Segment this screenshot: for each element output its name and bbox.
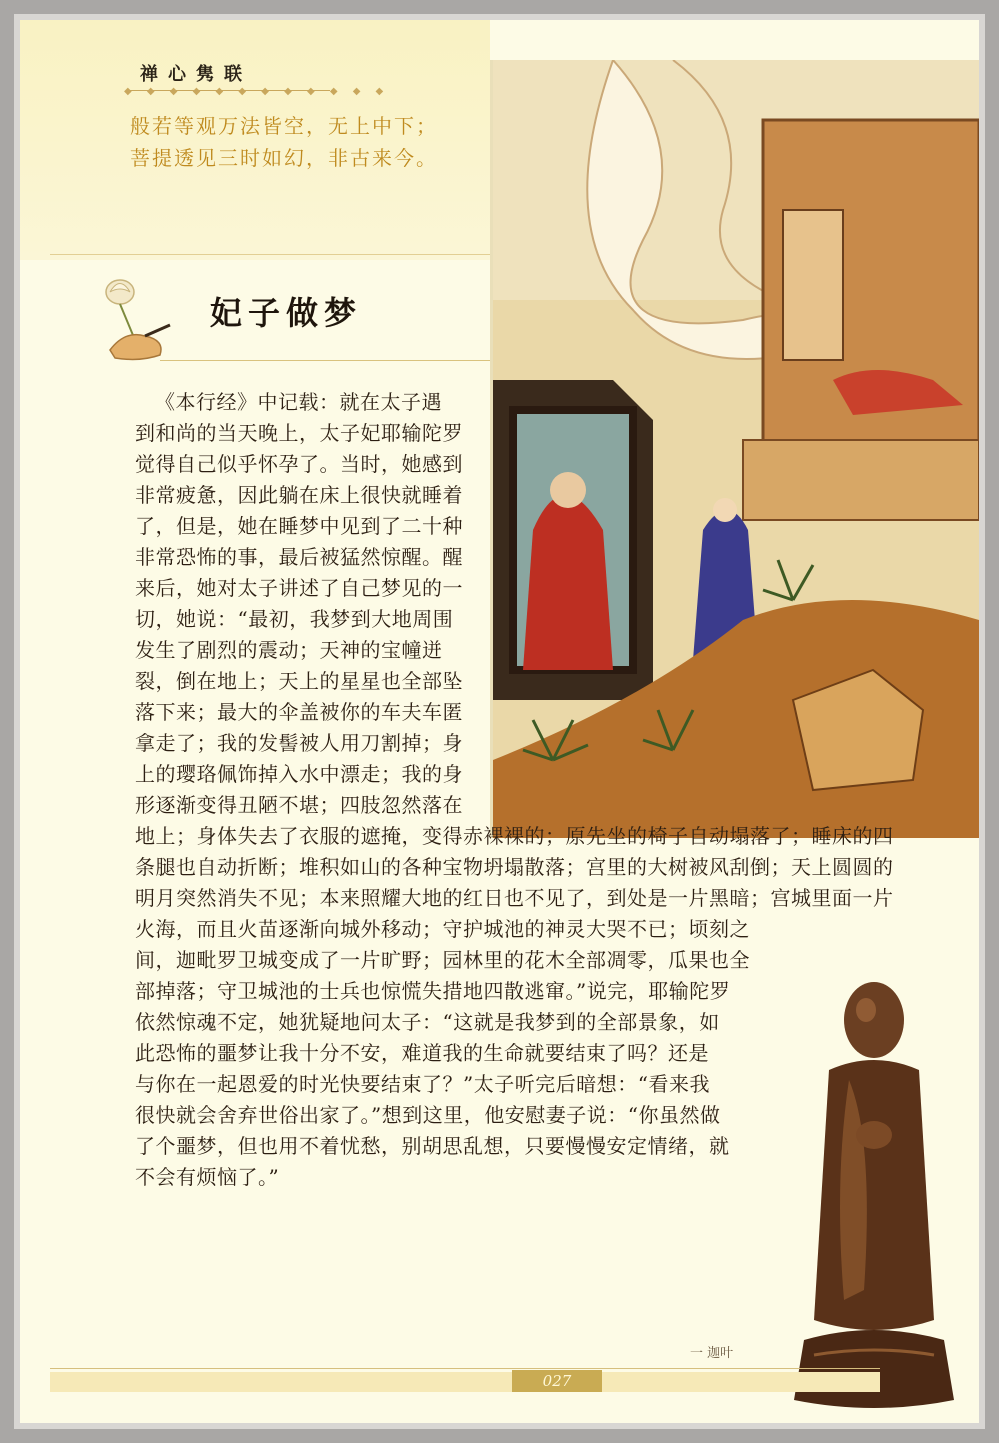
article-line-7: 来后，她对太子讲述了自己梦见的一	[135, 576, 463, 600]
article-line-26: 不会有烦恼了。”	[135, 1165, 280, 1189]
article-line-4: 非常疲惫，因此躺在床上很快就睡着	[135, 483, 463, 507]
article-line-14: 形逐渐变得丑陋不堪；四肢忽然落在	[135, 793, 463, 817]
section-header-title: 禅心隽联	[140, 64, 252, 85]
article-line-23: 与你在一起恩爱的时光快要结束了？”太子听完后暗想：“看来我	[135, 1072, 710, 1096]
article-line-11: 落下来；最大的伞盖被你的车夫车匿	[135, 700, 463, 724]
illustration-dream-painting	[490, 60, 979, 838]
article-line-9: 发生了剧烈的震动；天神的宝幢迸	[135, 638, 443, 662]
title-underline	[160, 360, 490, 361]
article-title: 妃子做梦	[210, 294, 363, 332]
header-band-divider	[50, 254, 500, 255]
article-line-12: 拿走了；我的发髻被人用刀割掉；身	[135, 731, 463, 755]
book-page	[14, 14, 985, 1429]
article-line-19: 间，迦毗罗卫城变成了一片旷野；园林里的花木全部凋零，瓜果也全	[135, 948, 750, 972]
article-line-25: 了个噩梦，但也用不着忧愁，别胡思乱想，只要慢慢安定情绪，就	[135, 1134, 730, 1158]
article-line-2: 到和尚的当天晚上，太子妃耶输陀罗	[135, 421, 463, 445]
article-line-10: 裂，倒在地上；天上的星星也全部坠	[135, 669, 463, 693]
article-line-6: 非常恐怖的事，最后被猛然惊醒。醒	[135, 545, 463, 569]
footer-band	[50, 1372, 880, 1392]
article-line-18: 火海，而且火苗逐渐向城外移动；守护城池的神灵大哭不已；顷刻之	[135, 917, 750, 941]
kasyapa-statue-image	[774, 960, 974, 1416]
article-line-15: 地上；身体失去了衣服的遮掩，变得赤裸裸的；原先坐的椅子自动塌落了；睡床的四	[135, 824, 894, 848]
article-line-20: 部掉落；守卫城池的士兵也惊慌失措地四散逃窜。”说完，耶输陀罗	[135, 979, 731, 1003]
article-line-3: 觉得自己似乎怀孕了。当时，她感到	[135, 452, 463, 476]
article-line-13: 上的璎珞佩饰掉入水中漂走；我的身	[135, 762, 463, 786]
statue-caption: 一 迦叶	[690, 1346, 734, 1361]
article-line-5: 了，但是，她在睡梦中见到了二十种	[135, 514, 463, 538]
couplet-line-1: 般若等观万法皆空，无上中下；	[130, 114, 438, 138]
footer-divider	[50, 1368, 880, 1369]
page-number: 027	[512, 1370, 602, 1392]
article-line-16: 条腿也自动折断；堆积如山的各种宝物坍塌散落；宫里的大树被风刮倒；天上圆圆的	[135, 855, 894, 879]
article-line-8: 切，她说：“最初，我梦到大地周围	[135, 607, 454, 631]
lotus-hand-icon	[90, 270, 180, 365]
header-band	[20, 20, 490, 260]
article-line-22: 此恐怖的噩梦让我十分不安，难道我的生命就要结束了吗？还是	[135, 1041, 709, 1065]
article-line-21: 依然惊魂不定，她犹疑地问太子：“这就是我梦到的全部景象，如	[135, 1010, 720, 1034]
couplet-line-2: 菩提透见三时如幻，非古来今。	[130, 146, 438, 170]
header-ornament-row: ◆ ◆ ◆ ◆ ◆ ◆ ◆ ◆ ◆ ◆ ◆ ◆	[124, 86, 390, 97]
article-line-24: 很快就会舍弃世俗出家了。”想到这里，他安慰妻子说：“你虽然做	[135, 1103, 721, 1127]
article-line-17: 明月突然消失不见；本来照耀大地的红日也不见了，到处是一片黑暗；宫城里面一片	[135, 886, 894, 910]
article-line-1: 《本行经》中记载：就在太子遇	[155, 390, 442, 414]
